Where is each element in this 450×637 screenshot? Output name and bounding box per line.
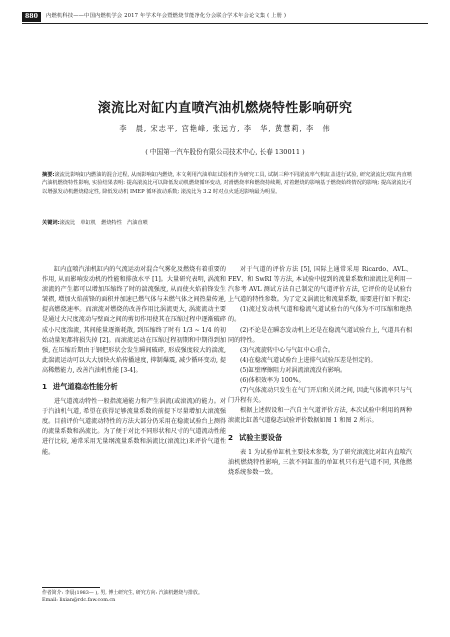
assumption-item: (1)流过发动机气道和稳流气道试验台的气体为不可压缩和绝热的。 [228,306,412,324]
section-2-paragraph: 表 1 为试验单缸机主要技术参数, 为了研究滚流比对缸内直喷汽油机燃烧特性影响, 三款不同缸盖的单缸机只有进气道不同, 其他燃烧系统参数一致。 [228,448,412,476]
evaluation-paragraph: 对于气道的评价方法 [5], 国际上通常采用 Ricardo、AVL、FEV、和 SwRI 等方法, 本试验中提到的流量系数和滚流比是利用一汽参考 AVL 测试方法自己制定的气道评价方法, 它评价的是试验台上气道的特性参数。为了定义涡流比和流量系数, 需要进行如下假定: [228,266,412,304]
header-rule [22,23,428,24]
footnote-email: Email: lixian@rdc.faw.com.cn [42,597,116,604]
assumption-item: (5)缸壁摩擦阻力对涡流滚流没有影响。 [240,366,347,374]
footnote-rule [42,587,100,588]
left-column [42,265,226,458]
section-heading-1 [42,382,226,392]
paper-authors: 李 晨, 宋志平, 宫艳峰, 张远方, 李 华, 黄慧莉, 李 伟 [119,124,331,133]
abstract-text: 滚流比影响缸内燃油的混合过程, 从而影响缸内燃烧, 本文利用汽油单缸试验机作为研究工具, 试制三种不同滚流率气机缸盖进行试验, 研究滚流比对缸内直喷汽油机燃烧特性影响, 实验结果表明: 提高滚流比可以降低发动机燃烧循环变动, 对滑燃烧率和燃烧持续期, 对着燃烧的影响基于燃烧始终情况的影响; 提高滚流比可以增强发动机燃烧稳定性, 降低发动机 IMEP 循环波动系数; 滚流比为 3.2 时对点火延迟影响最为明显。 [42,172,412,195]
section-title-1: 进气道稳态性能分析 [53,382,118,392]
section-heading-2 [228,433,412,443]
section-number-1: 1 [42,382,48,392]
section-1-paragraph: 进气道流动特性一般指流通能力和产生涡流(或滚流)的能力。对于汽油机气道, 希望在获得足够流量系数的前提下尽量增加大滚流强度。目前评价气道流动特性的方法大部分仍采用在稳流试验台上测得的流量系数和涡流比。为了便于对比不同形状和尺寸的气道流动性能进行比较, 通常采用无量纲流量系数和涡流比(滚流比)来评价气道性能。 [42,398,226,456]
assumption-item: (6)体积效率为 100%。 [240,377,305,385]
abstract-label: 摘要: [42,172,55,178]
assumption-item: (4)在稳流气道试验台上进排气试验压差是恒定的。 [240,356,377,364]
figures-paragraph: 根据上述假设和一汽自主气道评价方法, 本次试验中利用的两种滚流比缸盖气道稳态试验评价数据如图 1 和图 2 所示。 [228,407,412,425]
keywords-label: 关键词: [42,220,60,226]
footnote-author-info: 作者简介: 李晨(1983— ), 男, 博士研究生, 研究方向: 汽油机燃烧与排放。 [42,590,203,596]
abstract [42,171,412,196]
running-header: 内燃机科技——中国内燃机学会 2017 年学术年会暨燃烧节能净化分会联合学术年会论文集 ( 上册 ) [46,13,287,19]
assumption-item: (7)气体流动只发生在气门开启和关闭之间, 因此气体流率只与气门升程有关。 [228,387,412,405]
assumption-item: (2)不论是在瞬态发动机上还是在稳流气道试验台上, 气道具有相同的特性。 [228,326,412,344]
section-number-2: 2 [228,432,234,442]
footnote [42,590,226,605]
keywords-text: 滚流比 单缸机 燃烧特性 汽油直喷 [59,220,148,226]
right-column [228,265,412,478]
assumption-item: (3)气流旋转中心与气缸中心重合。 [240,346,334,354]
section-title-2: 试验主要设备 [239,432,283,442]
keywords [42,219,412,227]
page-number: 880 [22,12,41,22]
paper-title: 滚流比对缸内直喷汽油机燃烧特性影响研究 [97,101,353,116]
paper-affiliation: ( 中国第一汽车股份有限公司技术中心, 长春 130011 ) [145,148,305,156]
intro-paragraph: 缸内直喷汽油机缸内的气流运动对混合气雾化及燃烧有着重要的作用, 从而影响发动机的性能和排放水平 [1]。大量研究表明, 涡流和滚流的产生都可以增加压缩终了时的湍流强度, 从而使火焰前锋发生皱褶, 增加火焰前锋的面积并加速已燃气体与未燃气体之间热量传递, 提高燃烧速率。而滚流对燃烧的改善作用比涡流更大, 涡流流动主要是通过大尺度流动与壁面之间的剪切作用使其在压缩过程中逐渐破碎成小尺度湍流, 其间能量逐渐耗散, 到压缩终了时有 1/3 ~ 1/4 的初始动量矩都将损失掉 [2]。而滚流运动在压缩过程初期和中期得到加强, 在压缩后期由于钢把形状会发生瞬间破碎, 形成强度较大的湍流, 此湍流运动可以大大加快火焰传播速度, 抑制爆震, 减少循环变动, 提高稀燃能力, 改善汽油机性能 [3-4]。 [42,266,226,374]
